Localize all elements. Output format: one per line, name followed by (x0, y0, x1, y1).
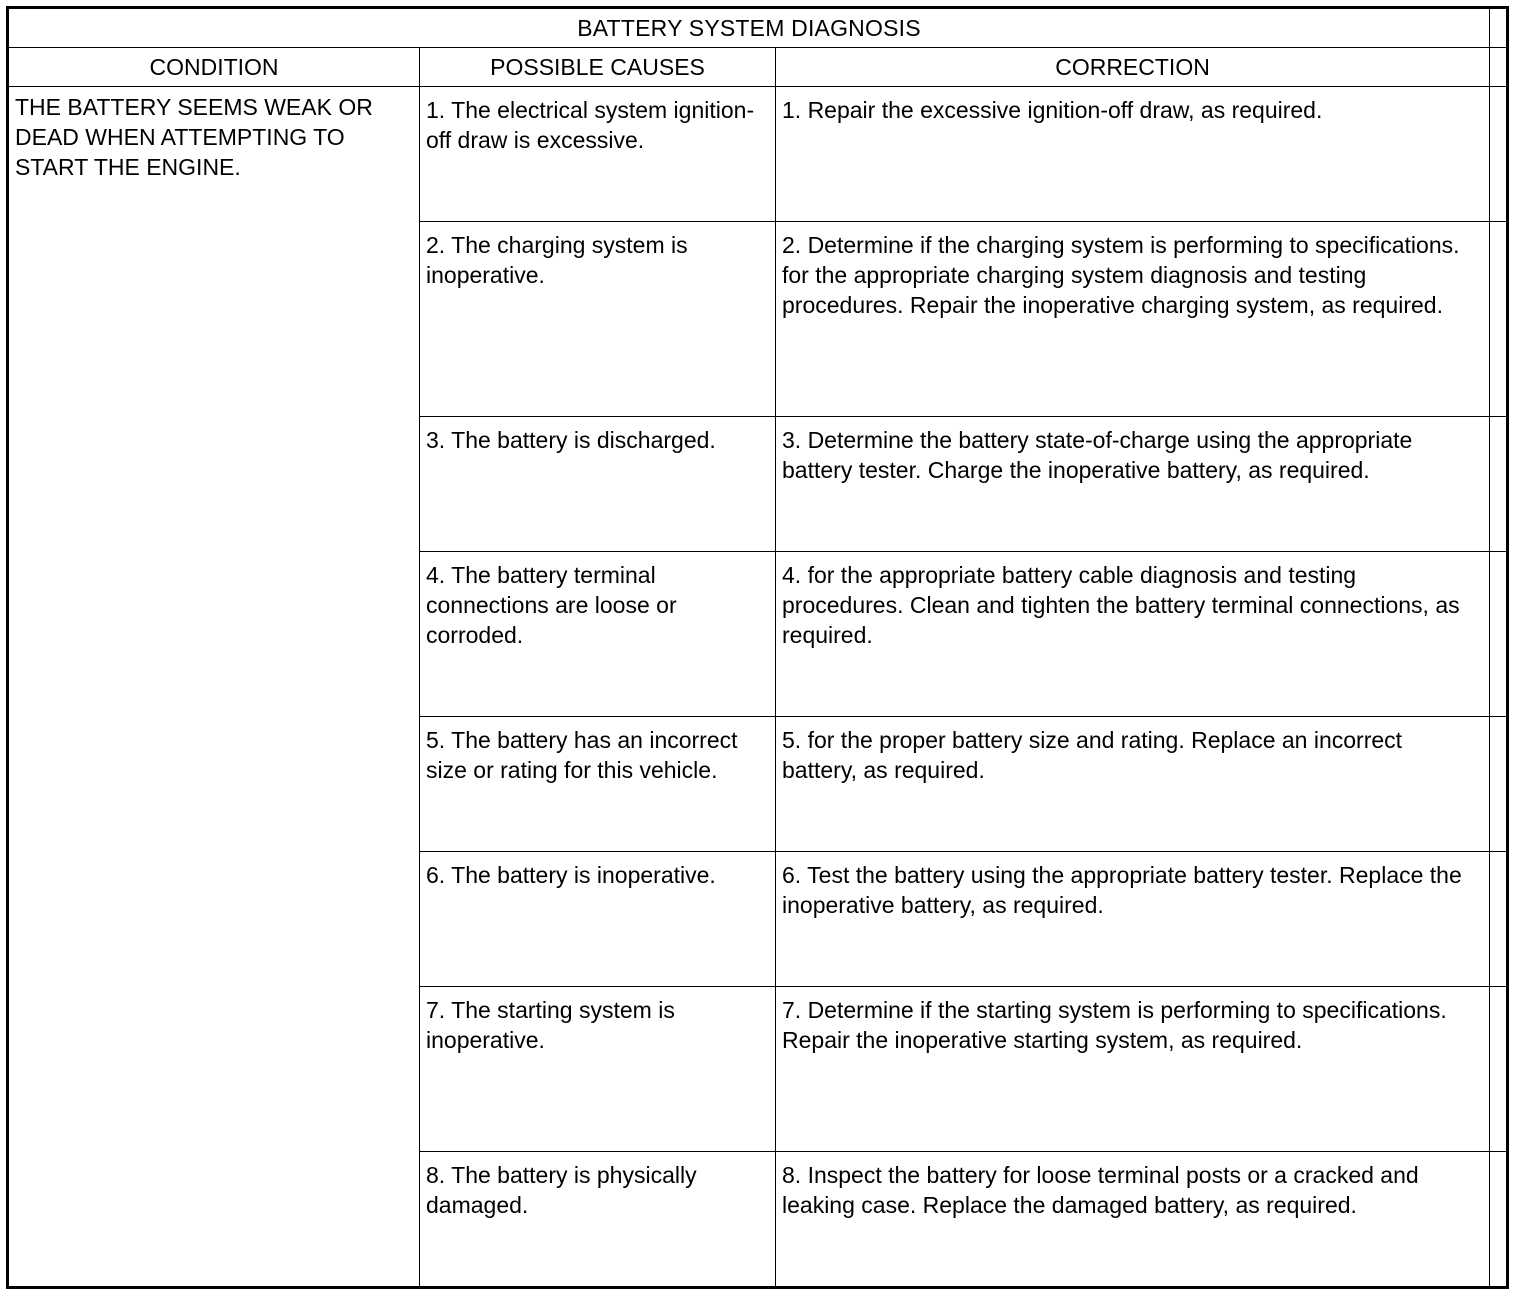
correction-cell: 3. Determine the battery state-of-charge using the appropriate battery tester. Charge the inoperative battery, as required. (776, 417, 1490, 552)
right-margin-cell (1490, 1152, 1508, 1288)
right-margin-cell (1490, 717, 1508, 852)
header-row (8, 48, 1508, 87)
correction-cell: 1. Repair the excessive ignition-off draw, as required. (776, 87, 1490, 222)
battery-diagnosis-table (6, 6, 1509, 1289)
title-row (8, 8, 1508, 48)
right-margin-cell (1490, 87, 1508, 222)
right-margin-cell (1490, 552, 1508, 717)
condition-cell: THE BATTERY SEEMS WEAK OR DEAD WHEN ATTEMPTING TO START THE ENGINE. (8, 87, 420, 1288)
right-margin-cell (1490, 222, 1508, 417)
right-margin-cell (1490, 48, 1508, 87)
header-condition: CONDITION (8, 48, 420, 87)
right-margin-cell (1490, 852, 1508, 987)
correction-cell: 8. Inspect the battery for loose terminal posts or a cracked and leaking case. Replace the damaged battery, as required. (776, 1152, 1490, 1288)
cause-cell: 5. The battery has an incorrect size or rating for this vehicle. (420, 717, 776, 852)
cause-cell: 3. The battery is discharged. (420, 417, 776, 552)
correction-cell: 5. for the proper battery size and rating. Replace an incorrect battery, as required. (776, 717, 1490, 852)
right-margin-cell (1490, 417, 1508, 552)
correction-cell: 7. Determine if the starting system is performing to specifications. Repair the inoperative starting system, as required. (776, 987, 1490, 1152)
right-margin-cell (1490, 8, 1508, 48)
table-title: BATTERY SYSTEM DIAGNOSIS (8, 8, 1490, 48)
cause-cell: 6. The battery is inoperative. (420, 852, 776, 987)
header-correction: CORRECTION (776, 48, 1490, 87)
cause-cell: 8. The battery is physically damaged. (420, 1152, 776, 1288)
cause-cell: 4. The battery terminal connections are loose or corroded. (420, 552, 776, 717)
correction-cell: 4. for the appropriate battery cable diagnosis and testing procedures. Clean and tighten the battery terminal connections, as required. (776, 552, 1490, 717)
correction-cell: 6. Test the battery using the appropriate battery tester. Replace the inoperative battery, as required. (776, 852, 1490, 987)
cause-cell: 7. The starting system is inoperative. (420, 987, 776, 1152)
cause-cell: 1. The electrical system ignition-off draw is excessive. (420, 87, 776, 222)
header-possible-causes: POSSIBLE CAUSES (420, 48, 776, 87)
correction-cell: 2. Determine if the charging system is performing to specifications. for the appropriate charging system diagnosis and testing procedures. Repair the inoperative charging system, as required. (776, 222, 1490, 417)
cause-cell: 2. The charging system is inoperative. (420, 222, 776, 417)
table-row (8, 87, 1508, 222)
right-margin-cell (1490, 987, 1508, 1152)
